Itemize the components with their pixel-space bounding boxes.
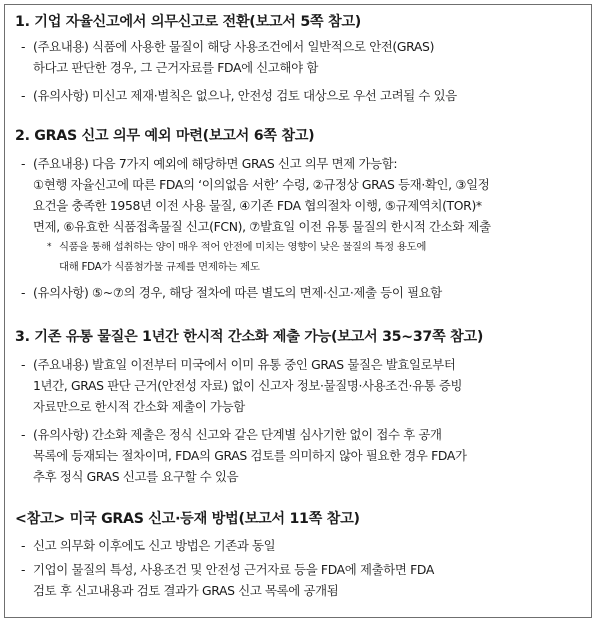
text-line: 신고 의무화 이후에도 신고 방법은 기존과 동일 <box>33 538 276 553</box>
list-item <box>15 282 583 303</box>
dash-marker: - <box>21 39 26 54</box>
text-line: 기업이 물질의 특성, 사용조건 및 안전성 근거자료 등을 FDA에 제출하면 FDA <box>33 562 434 577</box>
text-line: 목록에 등재되는 절차이며, FDA의 GRAS 검토를 의미하지 않아 필요한 경우 FDA가 <box>33 448 467 463</box>
text-line: (유의사항) ⑤~⑦의 경우, 해당 절차에 따른 별도의 면제·신고·제출 등이 필요함 <box>33 285 442 300</box>
text-line: 1년간, GRAS 판단 근거(안전성 자료) 없이 신고자 정보·물질명·사용조건·유통 증빙 <box>33 378 463 393</box>
list-item <box>15 559 583 601</box>
footnote-marker: * <box>47 242 52 252</box>
text-line: 하다고 판단한 경우, 그 근거자료를 FDA에 신고해야 함 <box>33 60 318 75</box>
text-line: (주요내용) 식품에 사용한 물질이 해당 사용조건에서 일반적으로 안전(GRAS) <box>33 39 435 54</box>
list-item <box>15 36 583 78</box>
section-heading: 3. 기존 유통 물질은 1년간 한시적 간소화 제출 가능(보고서 35~37쪽 참고) <box>15 329 483 345</box>
section-3 <box>15 327 583 487</box>
list-item <box>15 153 583 237</box>
list-item <box>15 424 583 487</box>
footnote <box>15 237 583 277</box>
section-heading: 2. GRAS 신고 의무 예외 마련(보고서 6쪽 참고) <box>15 128 315 144</box>
footnote-line: 대해 FDA가 식품첨가물 규제를 면제하는 제도 <box>59 261 260 273</box>
text-line: 자료만으로 한시적 간소화 제출이 가능함 <box>33 399 245 414</box>
section-1 <box>15 12 583 106</box>
dash-marker: - <box>21 357 26 372</box>
list-item <box>15 354 583 417</box>
text-line: (유의사항) 미신고 제재·벌칙은 없으나, 안전성 검토 대상으로 우선 고려될 수 있음 <box>33 88 457 103</box>
dash-marker: - <box>21 88 26 103</box>
text-line: 추후 정식 GRAS 신고를 요구할 수 있음 <box>33 469 239 484</box>
list-item <box>15 85 583 106</box>
text-line: (주요내용) 다음 7가지 예외에 해당하면 GRAS 신고 의무 면제 가능함: <box>33 156 398 171</box>
text-line: 면제, ⑥유효한 식품접촉물질 신고(FCN), ⑦발효일 이전 유통 물질의 한시적 간소화 제출 <box>33 219 491 234</box>
dash-marker: - <box>21 562 26 577</box>
dash-marker: - <box>21 538 26 553</box>
text-line: ①현행 자율신고에 따른 FDA의 ‘이의없음 서한’ 수령, ②규정상 GRAS 등재·확인, ③일정 <box>33 177 490 192</box>
dash-marker: - <box>21 427 26 442</box>
section-reference <box>15 509 583 601</box>
text-line: 검토 후 신고내용과 검토 결과가 GRAS 신고 목록에 공개됨 <box>33 583 339 598</box>
list-item <box>15 535 583 556</box>
footnote-line: 식품을 통해 섭취하는 양이 매우 적어 안전에 미치는 영향이 낮은 물질의 특정 용도에 <box>59 241 427 253</box>
section-2 <box>15 126 583 303</box>
dash-marker: - <box>21 156 26 171</box>
dash-marker: - <box>21 285 26 300</box>
section-heading: <참고> 미국 GRAS 신고·등재 방법(보고서 11쪽 참고) <box>15 511 360 527</box>
text-line: (유의사항) 간소화 제출은 정식 신고와 같은 단계별 심사기한 없이 접수 후 공개 <box>33 427 442 442</box>
section-heading: 1. 기업 자율신고에서 의무신고로 전환(보고서 5쪽 참고) <box>15 14 361 30</box>
text-line: (주요내용) 발효일 이전부터 미국에서 이미 유통 중인 GRAS 물질은 발효일로부터 <box>33 357 456 372</box>
text-line: 요건을 충족한 1958년 이전 사용 물질, ④기존 FDA 협의절차 이행, ⑤규제역치(TOR)* <box>33 198 482 213</box>
